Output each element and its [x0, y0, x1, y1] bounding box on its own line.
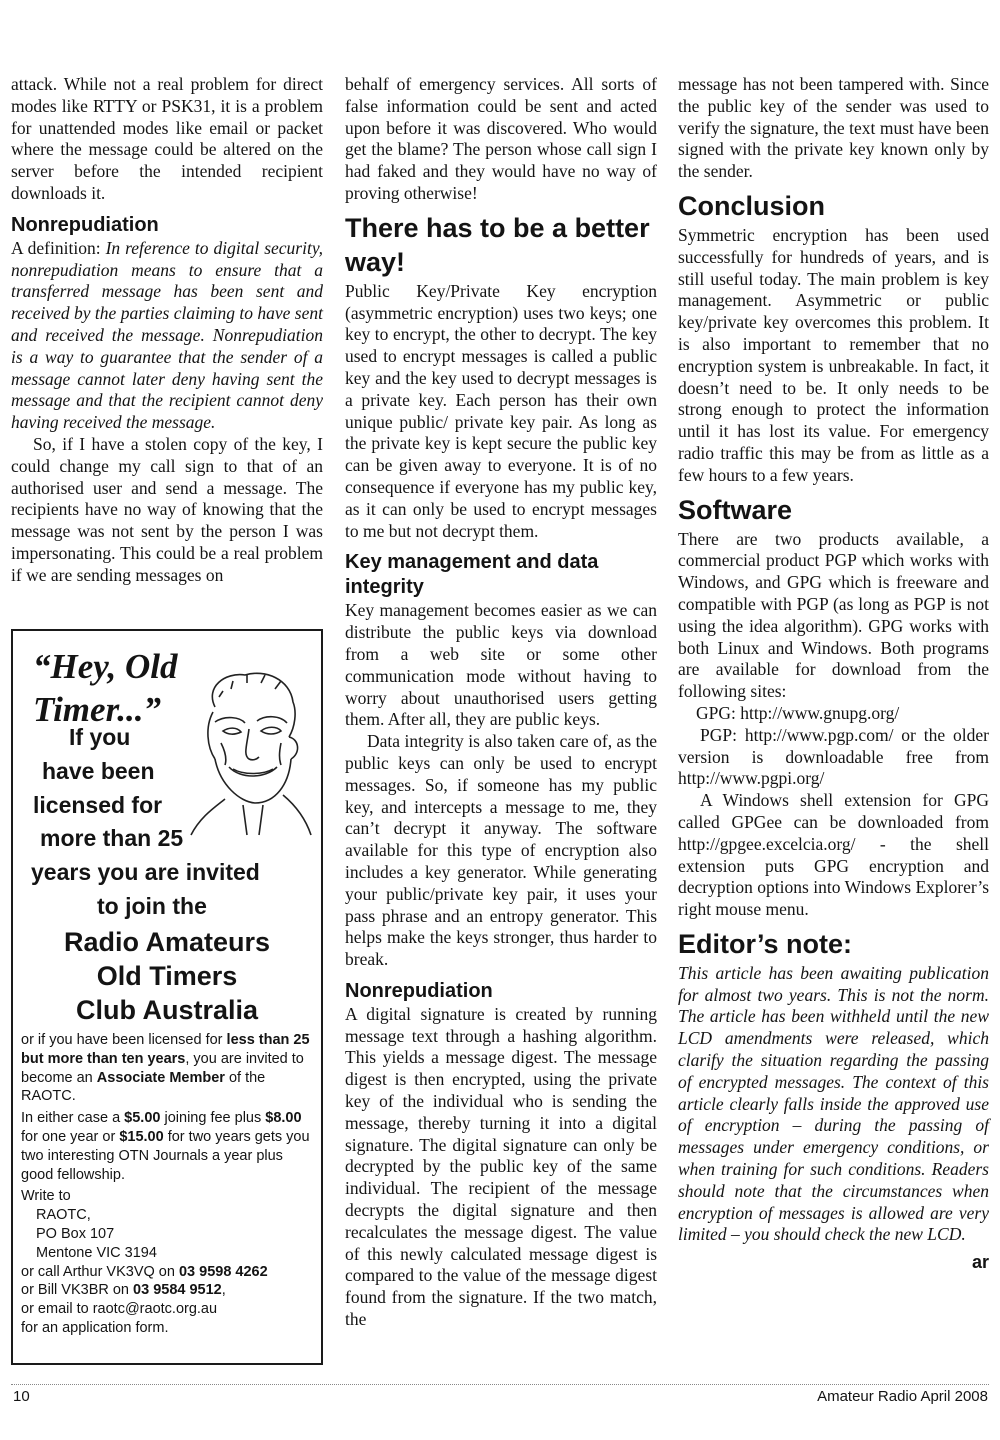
ad-call-line [21, 1263, 315, 1282]
ad-headline-line: “Hey, Old [33, 647, 178, 686]
section-heading-editors-note: Editor’s note: [678, 928, 852, 959]
ad-invitation [13, 721, 321, 924]
text-bold: less than 25 but more than ten years [21, 1032, 310, 1067]
text: for two years gets you two interesting OTN Journals a year plus good fellowship. [21, 1128, 310, 1183]
ad-headline-line: Timer...” [33, 690, 162, 729]
section-heading-key-management: Key management and data integrity [345, 551, 599, 599]
paragraph: Public Key/Private Key encryption (asymmetric encryption) uses two keys; one key to encrypt, the other to decrypt. The key used to encrypt messages is called a public key and the key used to decrypt messages is a private key. Each person has their own unique public/ private key pair. As long as the private key is kept secure the public key can be given away to everyone. It is of no consequence if everyone has my public key, as it can only be used to encrypt messages to me but not decrypt them. [345, 280, 657, 541]
text-bold: $15.00 [119, 1128, 164, 1145]
page-number: 10 [13, 1388, 30, 1405]
ad-associate-text [21, 1031, 315, 1106]
paragraph: So, if I have a stolen copy of the key, I could change my call sign to that of an authorised user and send a message. The recipients have no way of knowing that the message was not sent by the person I was impersonating. This could be a real problem if we are sending messages on [11, 433, 323, 585]
ad-club-line: Club Australia [75, 995, 259, 1025]
editors-note-text: This article has been awaiting publication for almost two years. This is not the norm. The article has been withheld until the new LCD amendments were released, which clarify the situation regarding the passing of encrypted messages. The context of this article clearly falls inside the approved use of encryption – during the passing of messages under emergency conditions, or when training for such conditions. Readers should note that the circumstances when encryption of messages is allowed are very limited – you should check the new LCD. [678, 962, 989, 1245]
ad-fee-text [21, 1109, 315, 1184]
ad-invite-line: have been [42, 757, 155, 784]
text-bold: 03 9598 4262 [178, 1263, 268, 1280]
ad-details [21, 1031, 315, 1338]
ad-call-line [21, 1281, 315, 1300]
ad-address-line: Mentone VIC 3194 [36, 1244, 157, 1261]
section-heading-better-way: There has to be a better way! [345, 212, 650, 277]
footer-divider [11, 1384, 989, 1385]
definition-paragraph [11, 238, 323, 434]
article-end-mark: ar [971, 1252, 989, 1273]
text: or Bill VK3BR on [21, 1282, 134, 1299]
ad-invite-line: licensed for [33, 791, 163, 818]
text-bold: $5.00 [124, 1110, 161, 1127]
ad-form-line: for an application form. [21, 1319, 169, 1336]
column-1 [11, 74, 323, 587]
text: , you are invited to become an [21, 1050, 304, 1086]
raotc-advertisement [11, 629, 323, 1365]
ad-address-line: PO Box 107 [36, 1225, 115, 1242]
paragraph: Symmetric encryption has been used successfully for hundreds of years, and is still useful today. The main problem is key management. Asymmetric or public key/private key overcomes this problem. It is also important to remember that no encryption system is unbreakable. In fact, it doesn’t need to be. It only needs to be strong enough to protect the information until it has lost its value. For emergency radio traffic this may be from as little as a few hours to a few years. [678, 224, 989, 485]
pgp-url-paragraph: PGP: http://www.pgp.com/ or the older version is downloadable free from http://www.pgpi.org/ [678, 724, 989, 789]
text: for one year or [21, 1128, 120, 1145]
ad-address-line: RAOTC, [36, 1207, 91, 1224]
section-heading-nonrepudiation: Nonrepudiation [11, 213, 159, 236]
ad-invite-line: years you are invited [31, 859, 260, 886]
text-bold: $8.00 [265, 1110, 302, 1127]
publication-issue: Amateur Radio April 2008 [817, 1388, 988, 1405]
text-bold: Associate Member [96, 1069, 225, 1086]
ad-invite-line: to join the [97, 892, 207, 919]
paragraph: behalf of emergency services. All sorts of false information could be sent and acted upon before it was discovered. Who would get the blame? The person whose call sign I had faked and they would have no way of proving otherwise! [345, 74, 657, 203]
ad-club-line: Old Timers [96, 961, 238, 991]
section-heading-software: Software [678, 494, 793, 525]
paragraph: Key management becomes easier as we can distribute the public keys via download from a web site or some other communication mode without having to worry about unauthorised users getting them. After all, they are public keys. [345, 600, 657, 730]
paragraph: Data integrity is also taken care of, as the public keys can only be used to encrypt messages. So, if someone has my public key, and intercepts a message to me, they can’t decrypt it anyway. The software available for this type of encryption also includes a key generator. While generating your public/private key pair, it uses your pass phrase and an entropy generator. This helps make the keys stronger, thus harder to break. [345, 731, 657, 970]
definition-italic: In reference to digital security, nonrepudiation means to ensure that a transferred message has been sent and received by the parties claiming to have sent and received the message. Nonrepudiation is a way to guarantee that the sender of a message cannot later deny having sent the message and that the recipient cannot deny having received the message. [11, 237, 323, 433]
ad-club-line: Radio Amateurs [63, 927, 271, 957]
text: of the RAOTC. [21, 1069, 266, 1105]
ad-email-line: or email to raotc@raotc.org.au [21, 1301, 218, 1318]
column-2 [345, 74, 657, 1331]
section-heading-nonrepudiation: Nonrepudiation [345, 979, 493, 1002]
paragraph: message has not been tampered with. Since the public key of the sender was used to verify the signature, the text must have been signed with the private key known only by the sender. [678, 74, 989, 182]
text: In either case a [21, 1110, 125, 1127]
section-heading-conclusion: Conclusion [678, 190, 825, 221]
paragraph: attack. While not a real problem for direct modes like RTTY or PSK31, it is a problem for unattended modes like email or packet where the message could be altered on the server before the intended recipient downloads it. [11, 74, 323, 203]
text: joining fee plus [160, 1110, 266, 1127]
ad-club-name [13, 925, 321, 1027]
paragraph: A digital signature is created by running message text through a hashing algorithm. This yields a message digest. The message digest is then encrypted, using the private key of the individual who is sending the message, thereby turning it into a digital signature. The digital signature can only be decrypted by the public key of the same individual. The recipient of the message decrypts the digital signature and then recalculates the message digest. The value of this newly calculated message digest is compared to the value of the message digest found from the signature. If the two match, the [345, 1003, 657, 1330]
text-bold: 03 9584 9512 [133, 1282, 222, 1299]
text: or if you have been licensed for [21, 1032, 227, 1048]
paragraph: There are two products available, a commercial product PGP which works with Windows, and GPG which is freeware and compatible with PGP (as long as PGP is not using the idea algorithm). GPG works with both Linux and Windows. Both programs are available for download from the following sites: [678, 528, 989, 702]
paragraph: A Windows shell extension for GPG called GPGee can be downloaded from http://gpgee.excelcia.org/ - the shell extension puts GPG encryption and decryption options into Windows Explorer’s right mouse menu. [678, 790, 989, 920]
gpg-url-line: GPG: http://www.gnupg.org/ [696, 702, 900, 723]
text: , [221, 1282, 226, 1299]
ad-write-to: Write to [21, 1188, 71, 1205]
ad-invite-line: If you [69, 724, 131, 750]
text: or call Arthur VK3VQ on [21, 1263, 179, 1280]
column-3 [678, 74, 989, 1273]
definition-lead: A definition: [11, 237, 106, 258]
ad-invite-line: more than 25 [40, 825, 184, 852]
